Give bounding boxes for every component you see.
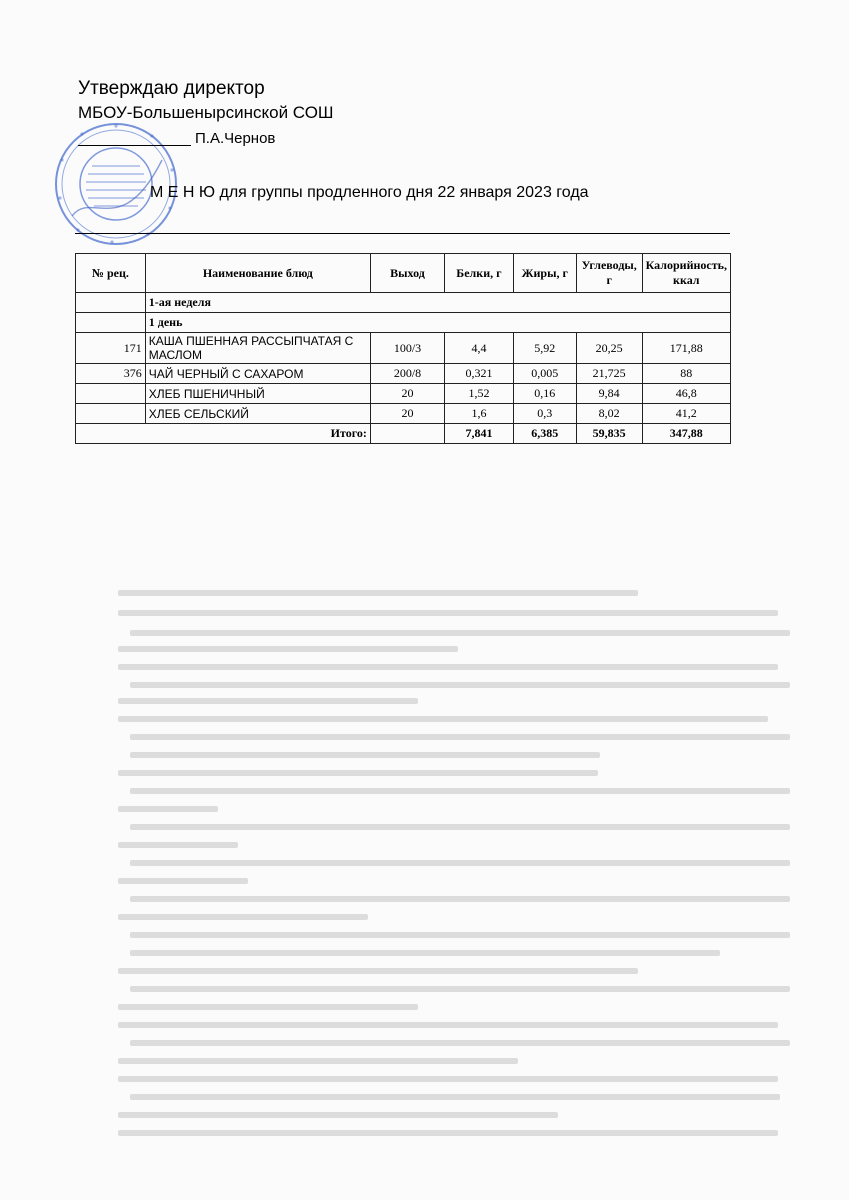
total-label: Итого: (76, 424, 371, 444)
col-header-carbs: Углеводы, г (576, 254, 642, 293)
table-row (76, 333, 731, 364)
total-calories: 347,88 (642, 424, 730, 444)
menu-title: М Е Н Ю для группы продленного дня 22 января 2023 года (150, 184, 589, 201)
cell-dish-name: КАША ПШЕННАЯ РАССЫПЧАТАЯ С МАСЛОМ (145, 333, 370, 364)
total-row (76, 424, 731, 444)
cell-rec: 376 (76, 364, 146, 384)
signer-name: П.А.Чернов (195, 130, 276, 147)
cell-protein: 0,321 (445, 364, 514, 384)
cell-carbs: 8,02 (576, 404, 642, 424)
cell-protein: 1,6 (445, 404, 514, 424)
week-row (76, 293, 731, 313)
table-row (76, 364, 731, 384)
cell-calories: 46,8 (642, 384, 730, 404)
cell-calories: 171,88 (642, 333, 730, 364)
cell-output: 100/3 (370, 333, 444, 364)
total-protein: 7,841 (445, 424, 514, 444)
cell-rec (76, 384, 146, 404)
col-header-rec: № рец. (76, 254, 146, 293)
total-fat: 6,385 (513, 424, 576, 444)
title-rule (75, 233, 730, 234)
cell-calories: 41,2 (642, 404, 730, 424)
cell-dish-name: ЧАЙ ЧЕРНЫЙ С САХАРОМ (145, 364, 370, 384)
cell-output: 20 (370, 384, 444, 404)
day-spacer (76, 313, 146, 333)
week-label: 1-ая неделя (145, 293, 730, 313)
cell-calories: 88 (642, 364, 730, 384)
week-spacer (76, 293, 146, 313)
cell-dish-name: ХЛЕБ ПШЕНИЧНЫЙ (145, 384, 370, 404)
day-row (76, 313, 731, 333)
cell-dish-name: ХЛЕБ СЕЛЬСКИЙ (145, 404, 370, 424)
cell-protein: 1,52 (445, 384, 514, 404)
cell-output: 20 (370, 404, 444, 424)
cell-protein: 4,4 (445, 333, 514, 364)
total-output-empty (370, 424, 444, 444)
cell-output: 200/8 (370, 364, 444, 384)
table-row (76, 384, 731, 404)
col-header-fat: Жиры, г (513, 254, 576, 293)
school-name: МБОУ-Большенырсинской СОШ (78, 103, 334, 122)
cell-rec: 171 (76, 333, 146, 364)
cell-fat: 0,16 (513, 384, 576, 404)
signature-underline (78, 145, 191, 146)
col-header-protein: Белки, г (445, 254, 514, 293)
approval-line: Утверждаю директор (78, 78, 265, 99)
menu-table (75, 253, 731, 444)
signer-line (195, 130, 275, 147)
cell-fat: 0,005 (513, 364, 576, 384)
cell-carbs: 21,725 (576, 364, 642, 384)
reverse-side-bleed-through (118, 588, 798, 1148)
cell-fat: 5,92 (513, 333, 576, 364)
cell-carbs: 9,84 (576, 384, 642, 404)
cell-rec (76, 404, 146, 424)
table-header-row (76, 254, 731, 293)
day-label: 1 день (145, 313, 730, 333)
cell-carbs: 20,25 (576, 333, 642, 364)
table-row (76, 404, 731, 424)
col-header-name: Наименование блюд (145, 254, 370, 293)
total-carbs: 59,835 (576, 424, 642, 444)
col-header-output: Выход (370, 254, 444, 293)
cell-fat: 0,3 (513, 404, 576, 424)
col-header-calories: Калорийность, ккал (642, 254, 730, 293)
